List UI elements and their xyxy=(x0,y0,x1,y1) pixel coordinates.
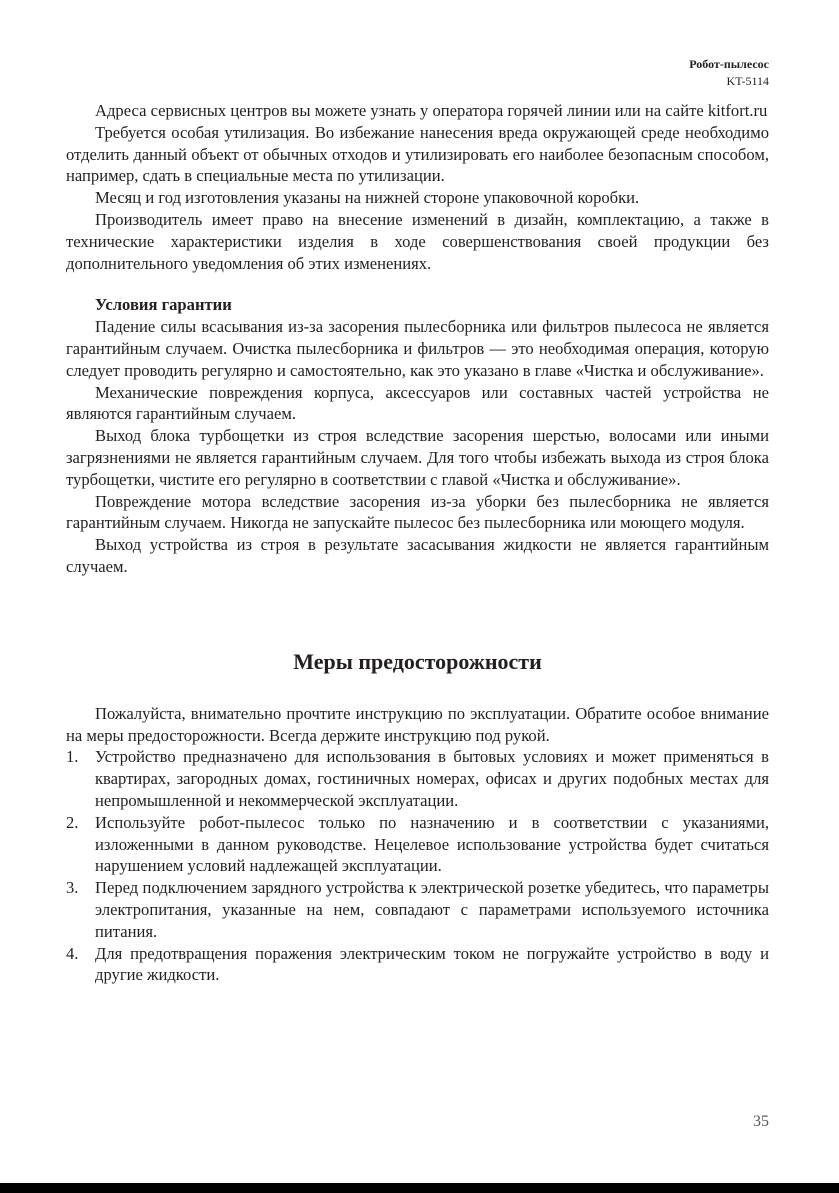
page-header xyxy=(689,56,769,90)
warranty-paragraph: Падение силы всасывания из-за засорения пылесборника или фильтров пылесоса не является гарантийным случаем. Очистка пылесборника и фильтров — это необходимая операция, которую следует проводить регулярно и самостоятельно, как это указано в главе «Чистка и обслуживание». xyxy=(66,317,769,380)
list-item-number: 3. xyxy=(66,878,79,898)
intro-paragraph-manufacturer-rights: Производитель имеет право на внесение изменений в дизайн, комплектацию, а также в технические характеристики изделия в ходе совершенствования своей продукции без дополнительного уведомления об этих изменениях. xyxy=(66,209,769,273)
list-item-text: Устройство предназначено для использования в бытовых условиях и может применяться в квартирах, загородных домах, гостиничных номерах, офисах и других подобных местах для непромышленной и некоммерческой эксплуатации. xyxy=(95,747,769,810)
warranty-paragraph: Выход устройства из строя в результате засасывания жидкости не является гарантийным случаем. xyxy=(66,535,769,576)
intro-paragraph-manufacture-date: Месяц и год изготовления указаны на нижней стороне упаковочной коробки. xyxy=(95,188,640,208)
list-item xyxy=(66,812,769,877)
warranty-heading: Условия гарантии xyxy=(95,295,232,315)
precautions-intro: Пожалуйста, внимательно прочтите инструкцию по эксплуатации. Обратите особое внимание на меры предосторожности. Всегда держите инструкцию под рукой. xyxy=(66,703,769,745)
warranty-paragraph: Выход блока турбощетки из строя вследствие засорения шерстью, волосами или иными загрязнениями не является гарантийным случаем. Для того чтобы избежать выхода из строя блока турбощетки, чистите его регулярно в соответствии с главой «Чистка и обслуживание». xyxy=(66,426,769,489)
intro-paragraph-disposal: Требуется особая утилизация. Во избежание нанесения вреда окружающей среде необходимо отделить данный объект от обычных отходов и утилизировать его наиболее безопасным способом, например, сдать в специальные места по утилизации. xyxy=(66,122,769,186)
header-model: KT-5114 xyxy=(726,74,769,88)
list-item-text: Для предотвращения поражения электрическим током не погружайте устройство в воду и другие жидкости. xyxy=(95,943,769,985)
page-number: 35 xyxy=(753,1113,769,1130)
bottom-border xyxy=(0,1183,839,1193)
list-item-text: Используйте робот-пылесос только по назначению и в соответствии с указаниями, изложенными в данном руководстве. Нецелевое использование устройства будет считаться нарушением условий надлежащей эксплуатации. xyxy=(95,812,769,876)
list-item xyxy=(66,877,769,942)
page-content xyxy=(66,100,769,986)
list-item xyxy=(66,943,769,987)
list-item-number: 1. xyxy=(66,747,79,767)
list-item-text: Перед подключением зарядного устройства к электрической розетке убедитесь, что параметры электропитания, указанные на нем, совпадают с параметрами используемого источника питания. xyxy=(95,878,769,941)
spacer xyxy=(66,274,769,294)
list-item-number: 2. xyxy=(66,812,79,832)
warranty-paragraph: Механические повреждения корпуса, аксессуаров или составных частей устройства не являются гарантийным случаем. xyxy=(66,382,769,424)
header-product-name: Робот-пылесос xyxy=(689,57,769,71)
intro-paragraph-service-centers: Адреса сервисных центров вы можете узнать у оператора горячей линии или на сайте kitfort.ru xyxy=(95,101,768,120)
precautions-list xyxy=(66,746,769,986)
section-title: Меры предосторожности xyxy=(293,648,542,674)
list-item-number: 4. xyxy=(66,943,79,963)
list-item xyxy=(66,746,769,811)
warranty-paragraph: Повреждение мотора вследствие засорения из-за уборки без пылесборника не является гарантийным случаем. Никогда не запускайте пылесос без пылесборника или моющего модуля. xyxy=(66,491,769,533)
